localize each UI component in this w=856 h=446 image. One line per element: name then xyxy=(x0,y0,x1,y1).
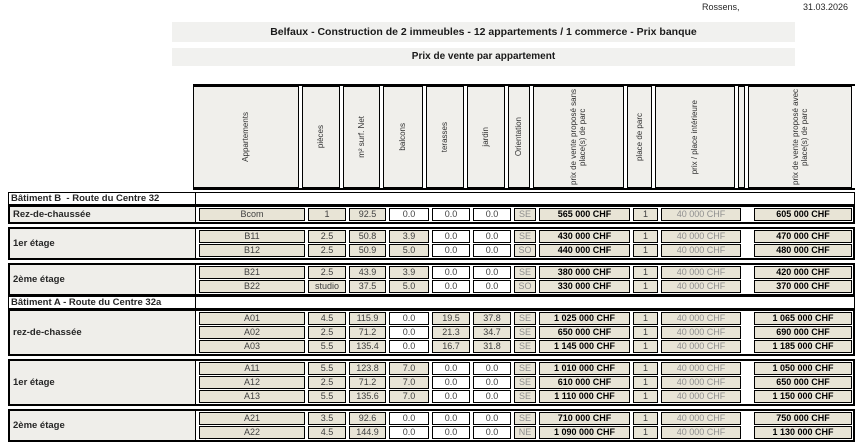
cell-jardin: 31.8 xyxy=(473,340,511,353)
floor-rows xyxy=(196,229,853,258)
cell-spacer xyxy=(744,362,751,375)
cell-balcons: 5.0 xyxy=(389,244,429,257)
date-line xyxy=(0,2,852,14)
floor-rows xyxy=(196,361,853,404)
cell-terasses: 19.5 xyxy=(432,312,470,325)
cell-terasses: 0.0 xyxy=(432,244,470,257)
cell-prix_sans_parc: 710 000 CHF xyxy=(539,412,630,425)
cell-spacer xyxy=(744,312,751,325)
cell-jardin: 37.8 xyxy=(473,312,511,325)
cell-place_de_parc: 1 xyxy=(633,376,658,389)
cell-balcons: 5.0 xyxy=(389,280,429,293)
cell-spacer xyxy=(744,390,751,403)
cell-spacer xyxy=(744,412,751,425)
cell-jardin: 34.7 xyxy=(473,326,511,339)
header-label-jardin: jardin xyxy=(481,127,491,147)
cell-prix_sans_parc: 650 000 CHF xyxy=(539,326,630,339)
cell-appartements: A12 xyxy=(199,376,305,389)
cell-terasses: 0.0 xyxy=(432,376,470,389)
cell-appartements: Bcom xyxy=(199,208,305,221)
cell-balcons: 0.0 xyxy=(389,412,429,425)
cell-place_de_parc: 1 xyxy=(633,412,658,425)
cell-pieces: 5.5 xyxy=(308,362,346,375)
cell-prix_avec_parc: 470 000 CHF xyxy=(754,230,852,243)
header-cell-prix_sans_parc xyxy=(533,86,624,188)
cell-terasses: 0.0 xyxy=(432,412,470,425)
header-cell-terasses xyxy=(426,86,464,188)
floor-rows xyxy=(196,411,853,440)
section-label: Bâtiment A - Route du Centre 32a xyxy=(9,297,196,308)
apartment-row xyxy=(199,390,852,403)
cell-balcons: 0.0 xyxy=(389,326,429,339)
cell-prix_avec_parc: 690 000 CHF xyxy=(754,326,852,339)
cell-prix_sans_parc: 330 000 CHF xyxy=(539,280,630,293)
cell-prix_sans_parc: 380 000 CHF xyxy=(539,266,630,279)
cell-prix_avec_parc: 420 000 CHF xyxy=(754,266,852,279)
cell-place_de_parc: 1 xyxy=(633,208,658,221)
cell-jardin: 0.0 xyxy=(473,230,511,243)
apartment-row xyxy=(199,412,852,425)
cell-prix_place_interieure: 40 000 CHF xyxy=(661,312,741,325)
apartment-row xyxy=(199,266,852,279)
cell-orientation: SO xyxy=(514,280,536,293)
floor-group xyxy=(8,409,855,442)
cell-pieces: 2.5 xyxy=(308,266,346,279)
cell-place_de_parc: 1 xyxy=(633,390,658,403)
cell-prix_sans_parc: 1 025 000 CHF xyxy=(539,312,630,325)
cell-m2_surf_net: 123.8 xyxy=(349,362,386,375)
cell-jardin: 0.0 xyxy=(473,426,511,439)
cell-spacer xyxy=(744,340,751,353)
header-label-prix_sans_parc: prix de vente proposé sans place(s) de parc xyxy=(569,88,588,186)
header-cell-appartements xyxy=(193,86,299,188)
cell-prix_place_interieure: 40 000 CHF xyxy=(661,326,741,339)
floor-rows xyxy=(196,311,853,354)
apartment-row xyxy=(199,230,852,243)
cell-appartements: B21 xyxy=(199,266,305,279)
cell-balcons: 0.0 xyxy=(389,312,429,325)
cell-prix_sans_parc: 1 090 000 CHF xyxy=(539,426,630,439)
cell-orientation: SE xyxy=(514,326,536,339)
cell-orientation: SE xyxy=(514,312,536,325)
header-label-orientation: Orientation xyxy=(514,117,524,157)
cell-prix_sans_parc: 610 000 CHF xyxy=(539,376,630,389)
cell-pieces: 5.5 xyxy=(308,390,346,403)
header-cell-prix_place_interieure xyxy=(655,86,735,188)
cell-prix_sans_parc: 1 145 000 CHF xyxy=(539,340,630,353)
cell-prix_avec_parc: 750 000 CHF xyxy=(754,412,852,425)
header-cell-jardin xyxy=(467,86,505,188)
cell-orientation: SE xyxy=(514,340,536,353)
cell-prix_place_interieure: 40 000 CHF xyxy=(661,266,741,279)
cell-m2_surf_net: 135.6 xyxy=(349,390,386,403)
cell-prix_sans_parc: 565 000 CHF xyxy=(539,208,630,221)
cell-spacer xyxy=(744,230,751,243)
cell-balcons: 7.0 xyxy=(389,362,429,375)
cell-pieces: 2.5 xyxy=(308,376,346,389)
cell-place_de_parc: 1 xyxy=(633,280,658,293)
section-label: Bâtiment B - Route du Centre 32 xyxy=(9,193,196,204)
header-label-place_de_parc: place de parc xyxy=(634,112,644,162)
cell-terasses: 0.0 xyxy=(432,208,470,221)
main-title: Belfaux - Construction de 2 immeubles - 12 appartements / 1 commerce - Prix banque xyxy=(172,22,795,42)
cell-prix_place_interieure: 40 000 CHF xyxy=(661,244,741,257)
section-row xyxy=(8,296,855,309)
cell-place_de_parc: 1 xyxy=(633,266,658,279)
section-row-filler xyxy=(196,193,854,204)
cell-jardin: 0.0 xyxy=(473,390,511,403)
floor-group xyxy=(8,359,855,406)
cell-m2_surf_net: 50.8 xyxy=(349,230,386,243)
apartment-row xyxy=(199,362,852,375)
cell-spacer xyxy=(744,208,751,221)
price-table-body xyxy=(8,192,855,445)
cell-m2_surf_net: 71.2 xyxy=(349,326,386,339)
cell-place_de_parc: 1 xyxy=(633,340,658,353)
cell-m2_surf_net: 50.9 xyxy=(349,244,386,257)
cell-terasses: 0.0 xyxy=(432,280,470,293)
cell-m2_surf_net: 37.5 xyxy=(349,280,386,293)
cell-m2_surf_net: 43.9 xyxy=(349,266,386,279)
cell-spacer xyxy=(744,426,751,439)
cell-appartements: A11 xyxy=(199,362,305,375)
cell-appartements: A22 xyxy=(199,426,305,439)
cell-prix_place_interieure: 40 000 CHF xyxy=(661,280,741,293)
cell-prix_place_interieure: 40 000 CHF xyxy=(661,230,741,243)
cell-prix_place_interieure: 40 000 CHF xyxy=(661,426,741,439)
cell-prix_place_interieure: 40 000 CHF xyxy=(661,208,741,221)
floor-label: 1er étage xyxy=(10,229,196,258)
cell-spacer xyxy=(744,244,751,257)
cell-m2_surf_net: 115.9 xyxy=(349,312,386,325)
cell-terasses: 0.0 xyxy=(432,230,470,243)
cell-prix_place_interieure: 40 000 CHF xyxy=(661,390,741,403)
cell-spacer xyxy=(744,266,751,279)
cell-balcons: 7.0 xyxy=(389,376,429,389)
apartment-row xyxy=(199,426,852,439)
cell-terasses: 0.0 xyxy=(432,426,470,439)
cell-prix_avec_parc: 1 130 000 CHF xyxy=(754,426,852,439)
cell-m2_surf_net: 92.5 xyxy=(349,208,386,221)
floor-label: 2ème étage xyxy=(10,411,196,440)
sub-title: Prix de vente par appartement xyxy=(172,48,795,66)
section-row-filler xyxy=(196,297,854,308)
cell-m2_surf_net: 92.6 xyxy=(349,412,386,425)
cell-pieces: 3.5 xyxy=(308,412,346,425)
date-value: 31.03.2026 xyxy=(802,2,848,12)
cell-pieces: 1 xyxy=(308,208,346,221)
cell-pieces: 5.5 xyxy=(308,340,346,353)
apartment-row xyxy=(199,376,852,389)
header-label-prix_place_interieure: prix / place intérieure xyxy=(690,99,700,175)
cell-prix_sans_parc: 1 110 000 CHF xyxy=(539,390,630,403)
cell-pieces: 2.5 xyxy=(308,244,346,257)
city-label: Rossens, xyxy=(702,2,740,12)
cell-prix_avec_parc: 1 150 000 CHF xyxy=(754,390,852,403)
floor-rows xyxy=(196,207,853,222)
cell-balcons: 0.0 xyxy=(389,208,429,221)
cell-terasses: 21.3 xyxy=(432,326,470,339)
floor-label: 2ème étage xyxy=(10,265,196,294)
header-label-balcons: balcons xyxy=(398,123,408,151)
cell-prix_avec_parc: 1 050 000 CHF xyxy=(754,362,852,375)
cell-prix_avec_parc: 1 065 000 CHF xyxy=(754,312,852,325)
cell-jardin: 0.0 xyxy=(473,412,511,425)
header-label-appartements: Appartements xyxy=(241,112,251,162)
cell-jardin: 0.0 xyxy=(473,280,511,293)
floor-label: Rez-de-chaussée xyxy=(10,207,196,222)
cell-spacer xyxy=(744,326,751,339)
apartment-row xyxy=(199,244,852,257)
cell-appartements: A03 xyxy=(199,340,305,353)
apartment-row xyxy=(199,340,852,353)
cell-orientation: SE xyxy=(514,208,536,221)
cell-balcons: 3.9 xyxy=(389,230,429,243)
cell-m2_surf_net: 144.9 xyxy=(349,426,386,439)
header-cell-orientation xyxy=(508,86,530,188)
cell-spacer xyxy=(744,376,751,389)
cell-terasses: 0.0 xyxy=(432,390,470,403)
cell-jardin: 0.0 xyxy=(473,266,511,279)
cell-appartements: A02 xyxy=(199,326,305,339)
floor-group xyxy=(8,263,855,296)
cell-pieces: 2.5 xyxy=(308,230,346,243)
cell-prix_avec_parc: 605 000 CHF xyxy=(754,208,852,221)
cell-balcons: 0.0 xyxy=(389,426,429,439)
cell-terasses: 0.0 xyxy=(432,266,470,279)
floor-label: 1er étage xyxy=(10,361,196,404)
cell-pieces: 4.5 xyxy=(308,312,346,325)
cell-pieces: studio xyxy=(308,280,346,293)
header-label-prix_avec_parc: prix de vente proposé avec place(s) de parc xyxy=(790,88,809,186)
cell-orientation: SE xyxy=(514,390,536,403)
cell-balcons: 3.9 xyxy=(389,266,429,279)
floor-group xyxy=(8,309,855,356)
cell-place_de_parc: 1 xyxy=(633,426,658,439)
cell-prix_place_interieure: 40 000 CHF xyxy=(661,362,741,375)
cell-place_de_parc: 1 xyxy=(633,230,658,243)
cell-orientation: SE xyxy=(514,266,536,279)
cell-m2_surf_net: 135.4 xyxy=(349,340,386,353)
header-label-m2_surf_net: m² surf. Net xyxy=(356,116,366,158)
cell-prix_avec_parc: 480 000 CHF xyxy=(754,244,852,257)
cell-m2_surf_net: 71.2 xyxy=(349,376,386,389)
cell-appartements: B22 xyxy=(199,280,305,293)
cell-prix_avec_parc: 370 000 CHF xyxy=(754,280,852,293)
cell-place_de_parc: 1 xyxy=(633,312,658,325)
cell-prix_sans_parc: 440 000 CHF xyxy=(539,244,630,257)
cell-appartements: A01 xyxy=(199,312,305,325)
apartment-row xyxy=(199,208,852,221)
cell-pieces: 2.5 xyxy=(308,326,346,339)
cell-jardin: 0.0 xyxy=(473,376,511,389)
cell-spacer xyxy=(744,280,751,293)
floor-group xyxy=(8,205,855,224)
column-headers xyxy=(193,84,855,190)
cell-appartements: B12 xyxy=(199,244,305,257)
header-cell-prix_avec_parc xyxy=(748,86,852,188)
header-cell-place_de_parc xyxy=(627,86,652,188)
floor-rows xyxy=(196,265,853,294)
cell-prix_place_interieure: 40 000 CHF xyxy=(661,412,741,425)
cell-pieces: 4.5 xyxy=(308,426,346,439)
cell-jardin: 0.0 xyxy=(473,244,511,257)
cell-balcons: 7.0 xyxy=(389,390,429,403)
header-cell-spacer xyxy=(738,86,745,188)
header-label-terasses: terasses xyxy=(440,121,450,153)
header-cell-balcons xyxy=(383,86,423,188)
cell-place_de_parc: 1 xyxy=(633,326,658,339)
cell-orientation: SE xyxy=(514,362,536,375)
cell-orientation: SE xyxy=(514,230,536,243)
cell-orientation: SE xyxy=(514,412,536,425)
cell-appartements: A13 xyxy=(199,390,305,403)
floor-label: rez-de-chassée xyxy=(10,311,196,354)
cell-prix_avec_parc: 650 000 CHF xyxy=(754,376,852,389)
apartment-row xyxy=(199,326,852,339)
floor-group xyxy=(8,227,855,260)
cell-orientation: SO xyxy=(514,244,536,257)
cell-prix_sans_parc: 1 010 000 CHF xyxy=(539,362,630,375)
cell-place_de_parc: 1 xyxy=(633,362,658,375)
cell-terasses: 16.7 xyxy=(432,340,470,353)
cell-jardin: 0.0 xyxy=(473,208,511,221)
cell-prix_avec_parc: 1 185 000 CHF xyxy=(754,340,852,353)
cell-appartements: A21 xyxy=(199,412,305,425)
cell-balcons: 0.0 xyxy=(389,340,429,353)
apartment-row xyxy=(199,312,852,325)
apartment-row xyxy=(199,280,852,293)
cell-place_de_parc: 1 xyxy=(633,244,658,257)
cell-prix_place_interieure: 40 000 CHF xyxy=(661,376,741,389)
header-cell-m2_surf_net xyxy=(343,86,380,188)
cell-terasses: 0.0 xyxy=(432,362,470,375)
section-row xyxy=(8,192,855,205)
cell-orientation: SE xyxy=(514,376,536,389)
header-label-pieces: pièces xyxy=(316,125,326,149)
cell-orientation: NE xyxy=(514,426,536,439)
cell-prix_place_interieure: 40 000 CHF xyxy=(661,340,741,353)
header-cell-pieces xyxy=(302,86,340,188)
cell-jardin: 0.0 xyxy=(473,362,511,375)
cell-appartements: B11 xyxy=(199,230,305,243)
cell-prix_sans_parc: 430 000 CHF xyxy=(539,230,630,243)
